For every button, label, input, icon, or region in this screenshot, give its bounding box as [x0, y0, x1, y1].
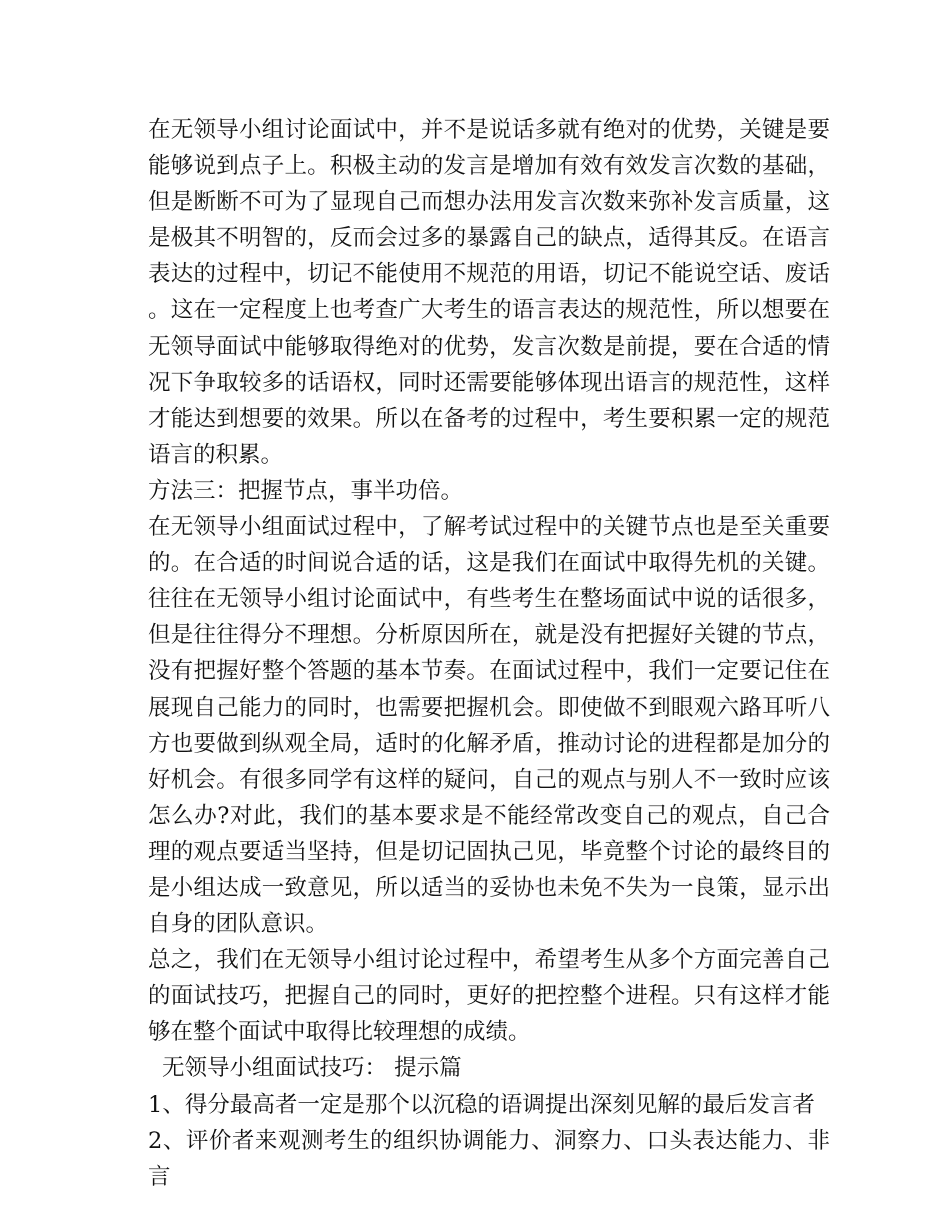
tip-item-1: 1、得分最高者一定是那个以沉稳的语调提出深刻见解的最后发言者 [148, 1091, 815, 1118]
document-body [140, 112, 830, 1195]
paragraph-speaking-quality: 在无领导小组讨论面试中，并不是说话多就有绝对的优势，关键是要能够说到点子上。积极主动的发言是增加有效有效发言次数的基础，但是断断不可为了显现自己而想办法用发言次数来弥补发言质量，这是极其不明智的，反而会过多的暴露自己的缺点，适得其反。在语言表达的过程中，切记不能使用不规范的用语，切记不能说空话、废话。这在一定程度上也考查广大考生的语言表达的规范性，所以想要在无领导面试中能够取得绝对的优势，发言次数是前提，要在合适的情况下争取较多的话语权，同时还需要能够体现出语言的规范性，这样才能达到想要的效果。所以在备考的过程中，考生要积累一定的规范语言的积累。 [148, 117, 830, 468]
tips-section-heading: 无领导小组面试技巧： 提示篇 [162, 1055, 462, 1082]
method-three-heading: 方法三：把握节点，事半功倍。 [148, 477, 464, 504]
paragraph-summary: 总之，我们在无领导小组讨论过程中，希望考生从多个方面完善自己的面试技巧，把握自己的同时，更好的把控整个进程。只有这样才能够在整个面试中取得比较理想的成绩。 [148, 947, 830, 1046]
paragraph-key-moments: 在无领导小组面试过程中，了解考试过程中的关键节点也是至关重要的。在合适的时间说合适的话，这是我们在面试中取得先机的关键。往往在无领导小组讨论面试中，有些考生在整场面试中说的话很多，但是往往得分不理想。分析原因所在，就是没有把握好关键的节点，没有把握好整个答题的基本节奏。在面试过程中，我们一定要记住在展现自己能力的同时，也需要把握机会。即使做不到眼观六路耳听八方也要做到纵观全局，适时的化解矛盾，推动讨论的进程都是加分的好机会。有很多同学有这样的疑问，自己的观点与别人不一致时应该怎么办?对此，我们的基本要求是不能经常改变自己的观点，自己合理的观点要适当坚持，但是切记固执己见，毕竟整个讨论的最终目的是小组达成一致意见，所以适当的妥协也未免不失为一良策，显示出自身的团队意识。 [148, 514, 830, 938]
tip-item-2: 2、评价者来观测考生的组织协调能力、洞察力、口头表达能力、非言 [148, 1127, 830, 1190]
